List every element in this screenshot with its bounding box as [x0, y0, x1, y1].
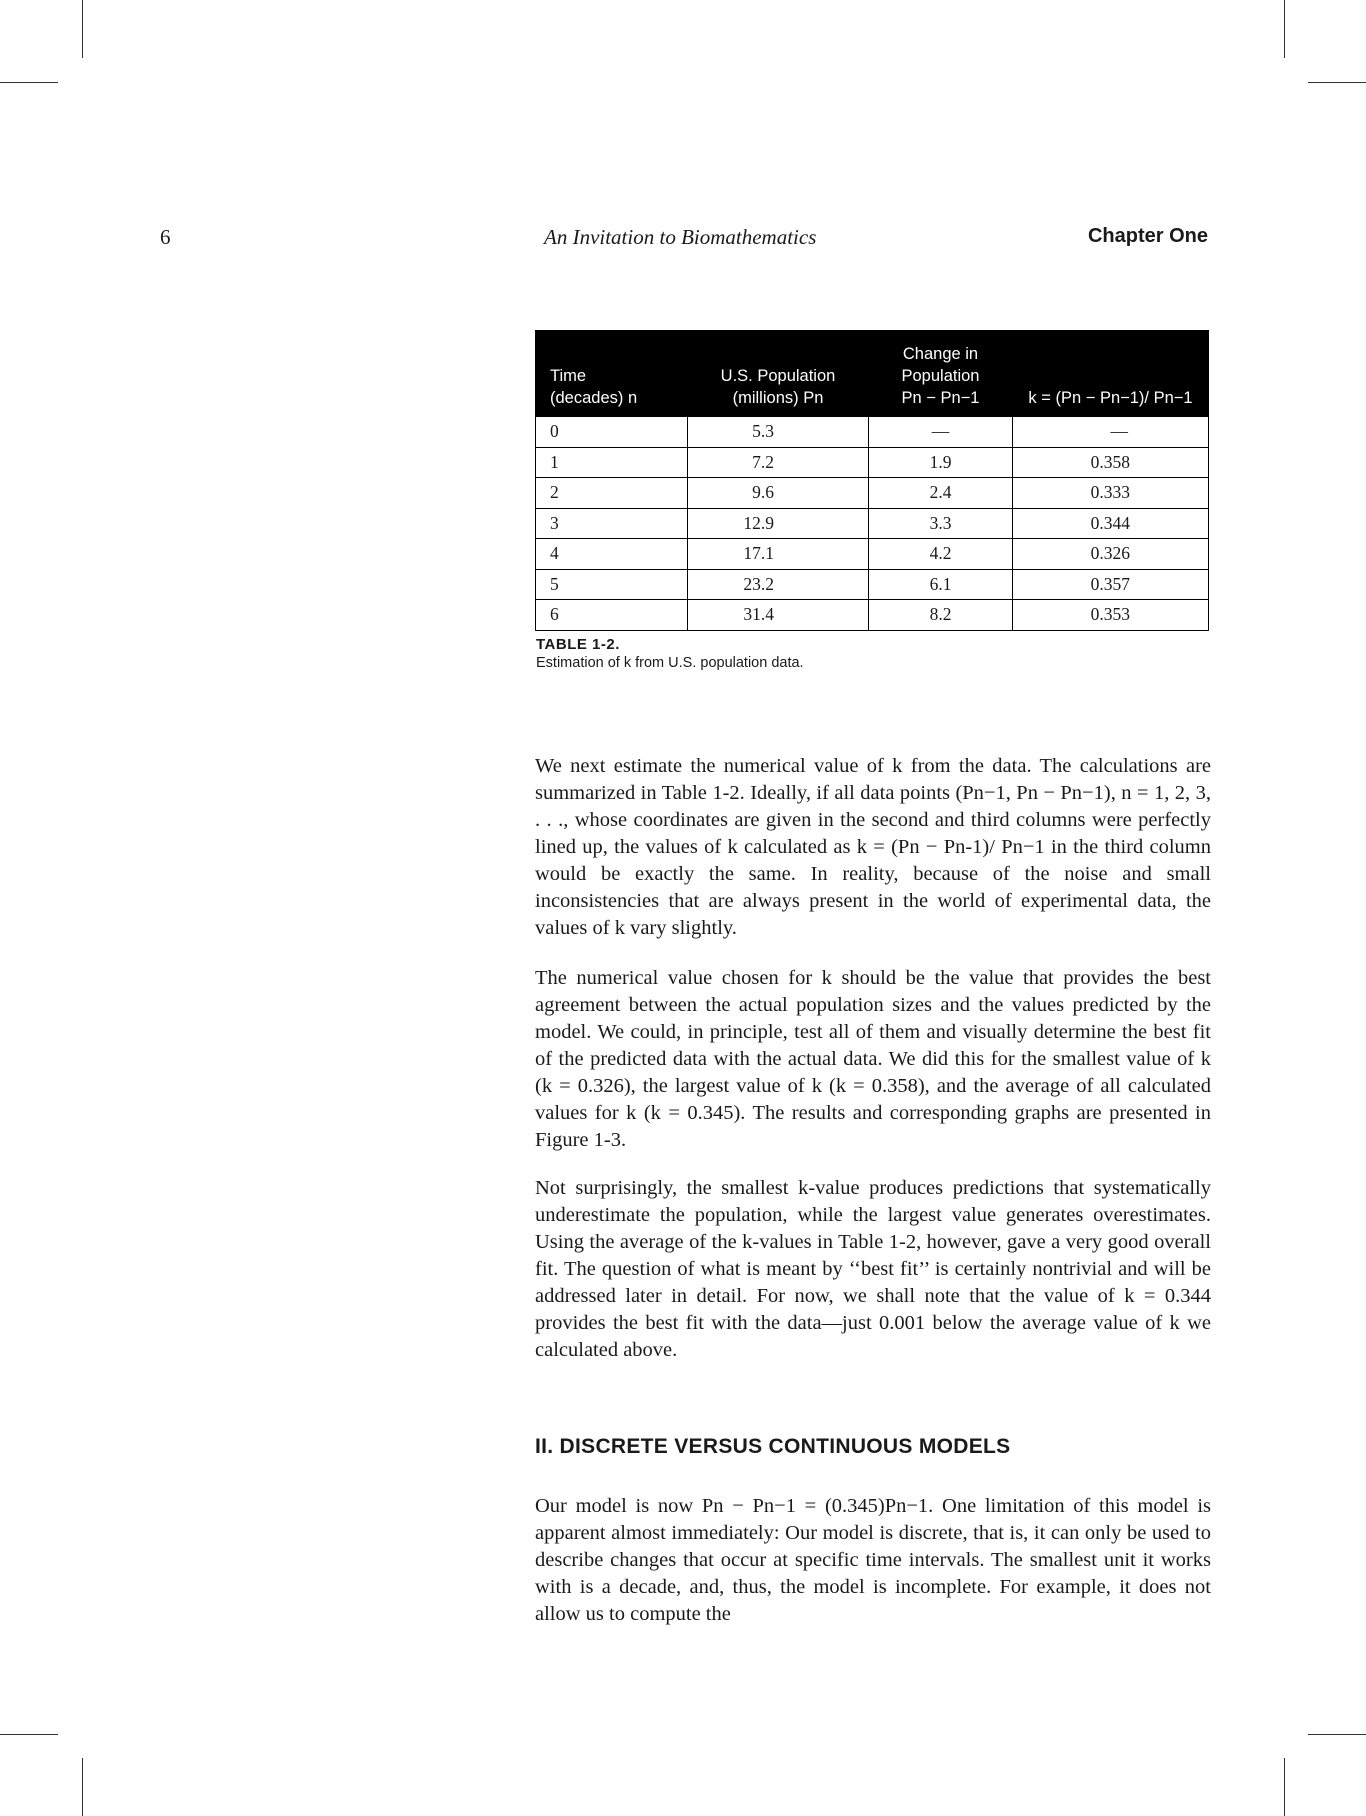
table-caption: [536, 636, 804, 671]
k-cell: —: [1013, 417, 1209, 448]
header-line: (decades) n: [550, 389, 638, 407]
table-row: [536, 569, 1209, 600]
header-change: [869, 331, 1013, 417]
k-cell: 0.353: [1013, 600, 1209, 631]
table-header-row: [536, 331, 1209, 417]
header-line: (millions) Pn: [732, 389, 824, 407]
header-time: [536, 331, 688, 417]
crop-mark: [1284, 0, 1285, 58]
paragraph-text: Our model is now Pn − Pn−1 = (0.345)Pn−1. One limitation of this model is apparent almost immediately: Our model is discrete, that is, it can only be used to describe changes that occur at specific time intervals. The smallest unit it works with is a decade, and, thus, the model is incomplete. For example, it does not allow us to compute the: [535, 1495, 1211, 1625]
population-table: [535, 330, 1208, 631]
change-cell: —: [869, 417, 1013, 448]
table-row: [536, 478, 1209, 509]
time-cell: 0: [536, 417, 688, 448]
table-row: [536, 417, 1209, 448]
population-cell: 5.3: [688, 417, 869, 448]
paragraph: [535, 965, 1211, 1154]
k-cell: 0.344: [1013, 508, 1209, 539]
header-line: Population: [901, 367, 980, 385]
population-cell: 17.1: [688, 539, 869, 570]
header-k: [1013, 331, 1209, 417]
change-cell: 6.1: [869, 569, 1013, 600]
header-line: k = (Pn − Pn−1)/ Pn−1: [1028, 389, 1193, 407]
chapter-label: Chapter One: [1087, 225, 1208, 247]
table-row: [536, 600, 1209, 631]
header-line: U.S. Population: [720, 367, 836, 385]
population-cell: 23.2: [688, 569, 869, 600]
paragraph: [535, 1493, 1211, 1628]
crop-mark: [0, 82, 58, 83]
time-cell: 3: [536, 508, 688, 539]
header-line: Change in: [902, 345, 979, 363]
crop-mark: [82, 1758, 83, 1816]
caption-text: Estimation of k from U.S. population data.: [536, 655, 804, 671]
change-cell: 1.9: [869, 447, 1013, 478]
paragraph-text: The numerical value chosen for k should be the value that provides the best agreement between the actual population sizes and the values predicted by the model. We could, in principle, test all of them and visually determine the best fit of the predicted data with the actual data. We did this for the smallest value of k (k = 0.326), the largest value of k (k = 0.358), and the average of all calculated values for k (k = 0.345). The results and corresponding graphs are presented in Figure 1-3.: [535, 967, 1211, 1151]
paragraph-text: Not surprisingly, the smallest k-value produces predictions that systematically underestimate the population, while the largest value generates overestimates. Using the average of the k-values in Table 1-2, however, gave a very good overall fit. The question of what is meant by ‘‘best fit’’ is certainly nontrivial and will be addressed later in detail. For now, we shall note that the value of k = 0.344 provides the best fit with the data—just 0.001 below the average value of k we calculated above.: [535, 1177, 1211, 1361]
table-row: [536, 447, 1209, 478]
change-cell: 2.4: [869, 478, 1013, 509]
change-cell: 4.2: [869, 539, 1013, 570]
change-cell: 3.3: [869, 508, 1013, 539]
time-cell: 6: [536, 600, 688, 631]
population-cell: 9.6: [688, 478, 869, 509]
header-line: Pn − Pn−1: [901, 389, 980, 407]
table-row: [536, 508, 1209, 539]
change-cell: 8.2: [869, 600, 1013, 631]
section-heading: II. DISCRETE VERSUS CONTINUOUS MODELS: [535, 1435, 1011, 1458]
crop-mark: [82, 0, 83, 58]
population-cell: 7.2: [688, 447, 869, 478]
k-cell: 0.358: [1013, 447, 1209, 478]
time-cell: 4: [536, 539, 688, 570]
running-title: An Invitation to Biomathematics: [544, 225, 817, 249]
time-cell: 2: [536, 478, 688, 509]
k-cell: 0.326: [1013, 539, 1209, 570]
table-row: [536, 539, 1209, 570]
k-cell: 0.357: [1013, 569, 1209, 600]
population-cell: 12.9: [688, 508, 869, 539]
k-cell: 0.333: [1013, 478, 1209, 509]
caption-label: TABLE 1-2.: [536, 636, 620, 653]
header-population: [688, 331, 869, 417]
population-cell: 31.4: [688, 600, 869, 631]
page-number: 6: [160, 225, 171, 249]
crop-mark: [1308, 82, 1366, 83]
paragraph: [535, 753, 1211, 942]
crop-mark: [1284, 1758, 1285, 1816]
crop-mark: [1308, 1734, 1366, 1735]
crop-mark: [0, 1734, 58, 1735]
paragraph: [535, 1175, 1211, 1364]
time-cell: 1: [536, 447, 688, 478]
paragraph-text: We next estimate the numerical value of k from the data. The calculations are summarized in Table 1-2. Ideally, if all data points (Pn−1, Pn − Pn−1), n = 1, 2, 3, . . ., whose coordinates are given in the second and third columns were perfectly lined up, the values of k calculated as k = (Pn − Pn-1)/ Pn−1 in the third column would be exactly the same. In reality, because of the noise and small inconsistencies that are always present in the world of experimental data, the values of k vary slightly.: [535, 755, 1211, 939]
time-cell: 5: [536, 569, 688, 600]
header-line: Time: [550, 367, 587, 385]
